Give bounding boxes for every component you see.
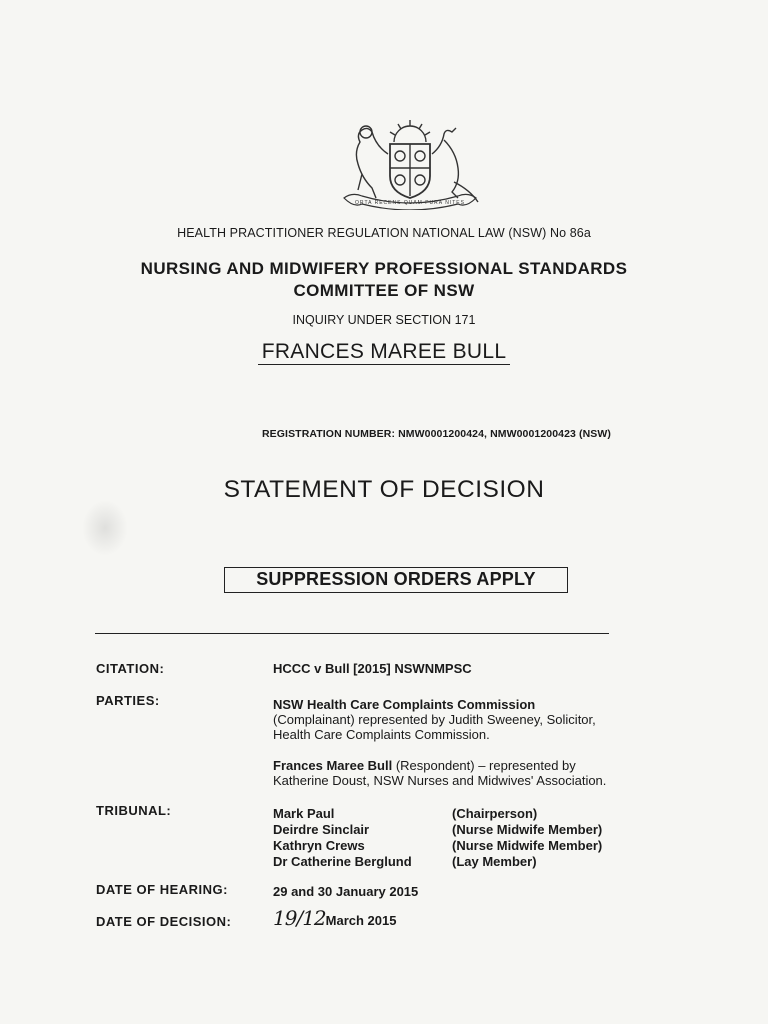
respondent-heading-text: FRANCES MAREE BULL: [258, 340, 511, 365]
registration-number: [262, 428, 611, 440]
complainant-org: NSW Health Care Complaints Commission: [273, 697, 536, 712]
tribunal-label: TRIBUNAL:: [96, 803, 172, 818]
parties-label: PARTIES:: [96, 693, 160, 708]
respondent-representation: (Respondent) – represented by: [392, 758, 576, 773]
complainant-organisation-line: Health Care Complaints Commission.: [273, 727, 490, 742]
date-of-hearing-label: DATE OF HEARING:: [96, 882, 228, 897]
tribunal-member-role: (Nurse Midwife Member): [452, 822, 603, 837]
date-of-decision-value: [273, 906, 396, 933]
tribunal-member-role: (Nurse Midwife Member): [452, 838, 603, 853]
statement-title: STATEMENT OF DECISION: [223, 476, 545, 503]
respondent-name: Frances Maree Bull: [273, 758, 393, 773]
citation-label: CITATION:: [96, 661, 165, 676]
nsw-coat-of-arms: [332, 118, 488, 210]
act-heading: HEALTH PRACTITIONER REGULATION NATIONAL LAW (NSW) No 86a: [177, 226, 591, 240]
date-of-decision-label: DATE OF DECISION:: [96, 914, 232, 929]
date-of-hearing-value: 29 and 30 January 2015: [273, 884, 419, 899]
handwritten-day: 19/12: [273, 906, 326, 930]
tribunal-member-name: Mark Paul: [273, 806, 335, 821]
tribunal-member-name: Deirdre Sinclair: [273, 822, 370, 837]
scan-smudge: [82, 500, 128, 556]
complainant-representation: (Complainant) represented by Judith Sweeney, Solicitor,: [273, 712, 596, 727]
tribunal-member-name: Kathryn Crews: [273, 838, 365, 853]
decision-month-year: March 2015: [325, 913, 397, 928]
committee-title-line-2: COMMITTEE OF NSW: [293, 281, 475, 300]
registration-label: REGISTRATION NUMBER:: [262, 428, 396, 440]
crest-motto: ORTA RECENS QUAM PURA NITES: [355, 200, 465, 206]
committee-title: [0, 258, 768, 302]
parties-complainant: [273, 697, 596, 742]
registration-value: NMW0001200424, NMW0001200423 (NSW): [398, 428, 612, 440]
respondent-heading: [0, 340, 768, 364]
horizontal-divider: [95, 633, 609, 634]
tribunal-member-name: Dr Catherine Berglund: [273, 854, 412, 869]
parties-respondent: [273, 758, 606, 788]
inquiry-subtitle: INQUIRY UNDER SECTION 171: [292, 313, 476, 327]
respondent-representative: Katherine Doust, NSW Nurses and Midwives' Association.: [273, 773, 607, 788]
tribunal-member-role: (Lay Member): [452, 854, 537, 869]
tribunal-member-role: (Chairperson): [452, 806, 538, 821]
suppression-notice-box: SUPPRESSION ORDERS APPLY: [224, 567, 568, 593]
citation-value: HCCC v Bull [2015] NSWNMPSC: [273, 661, 472, 676]
committee-title-line-1: NURSING AND MIDWIFERY PROFESSIONAL STANDARDS: [140, 259, 628, 278]
